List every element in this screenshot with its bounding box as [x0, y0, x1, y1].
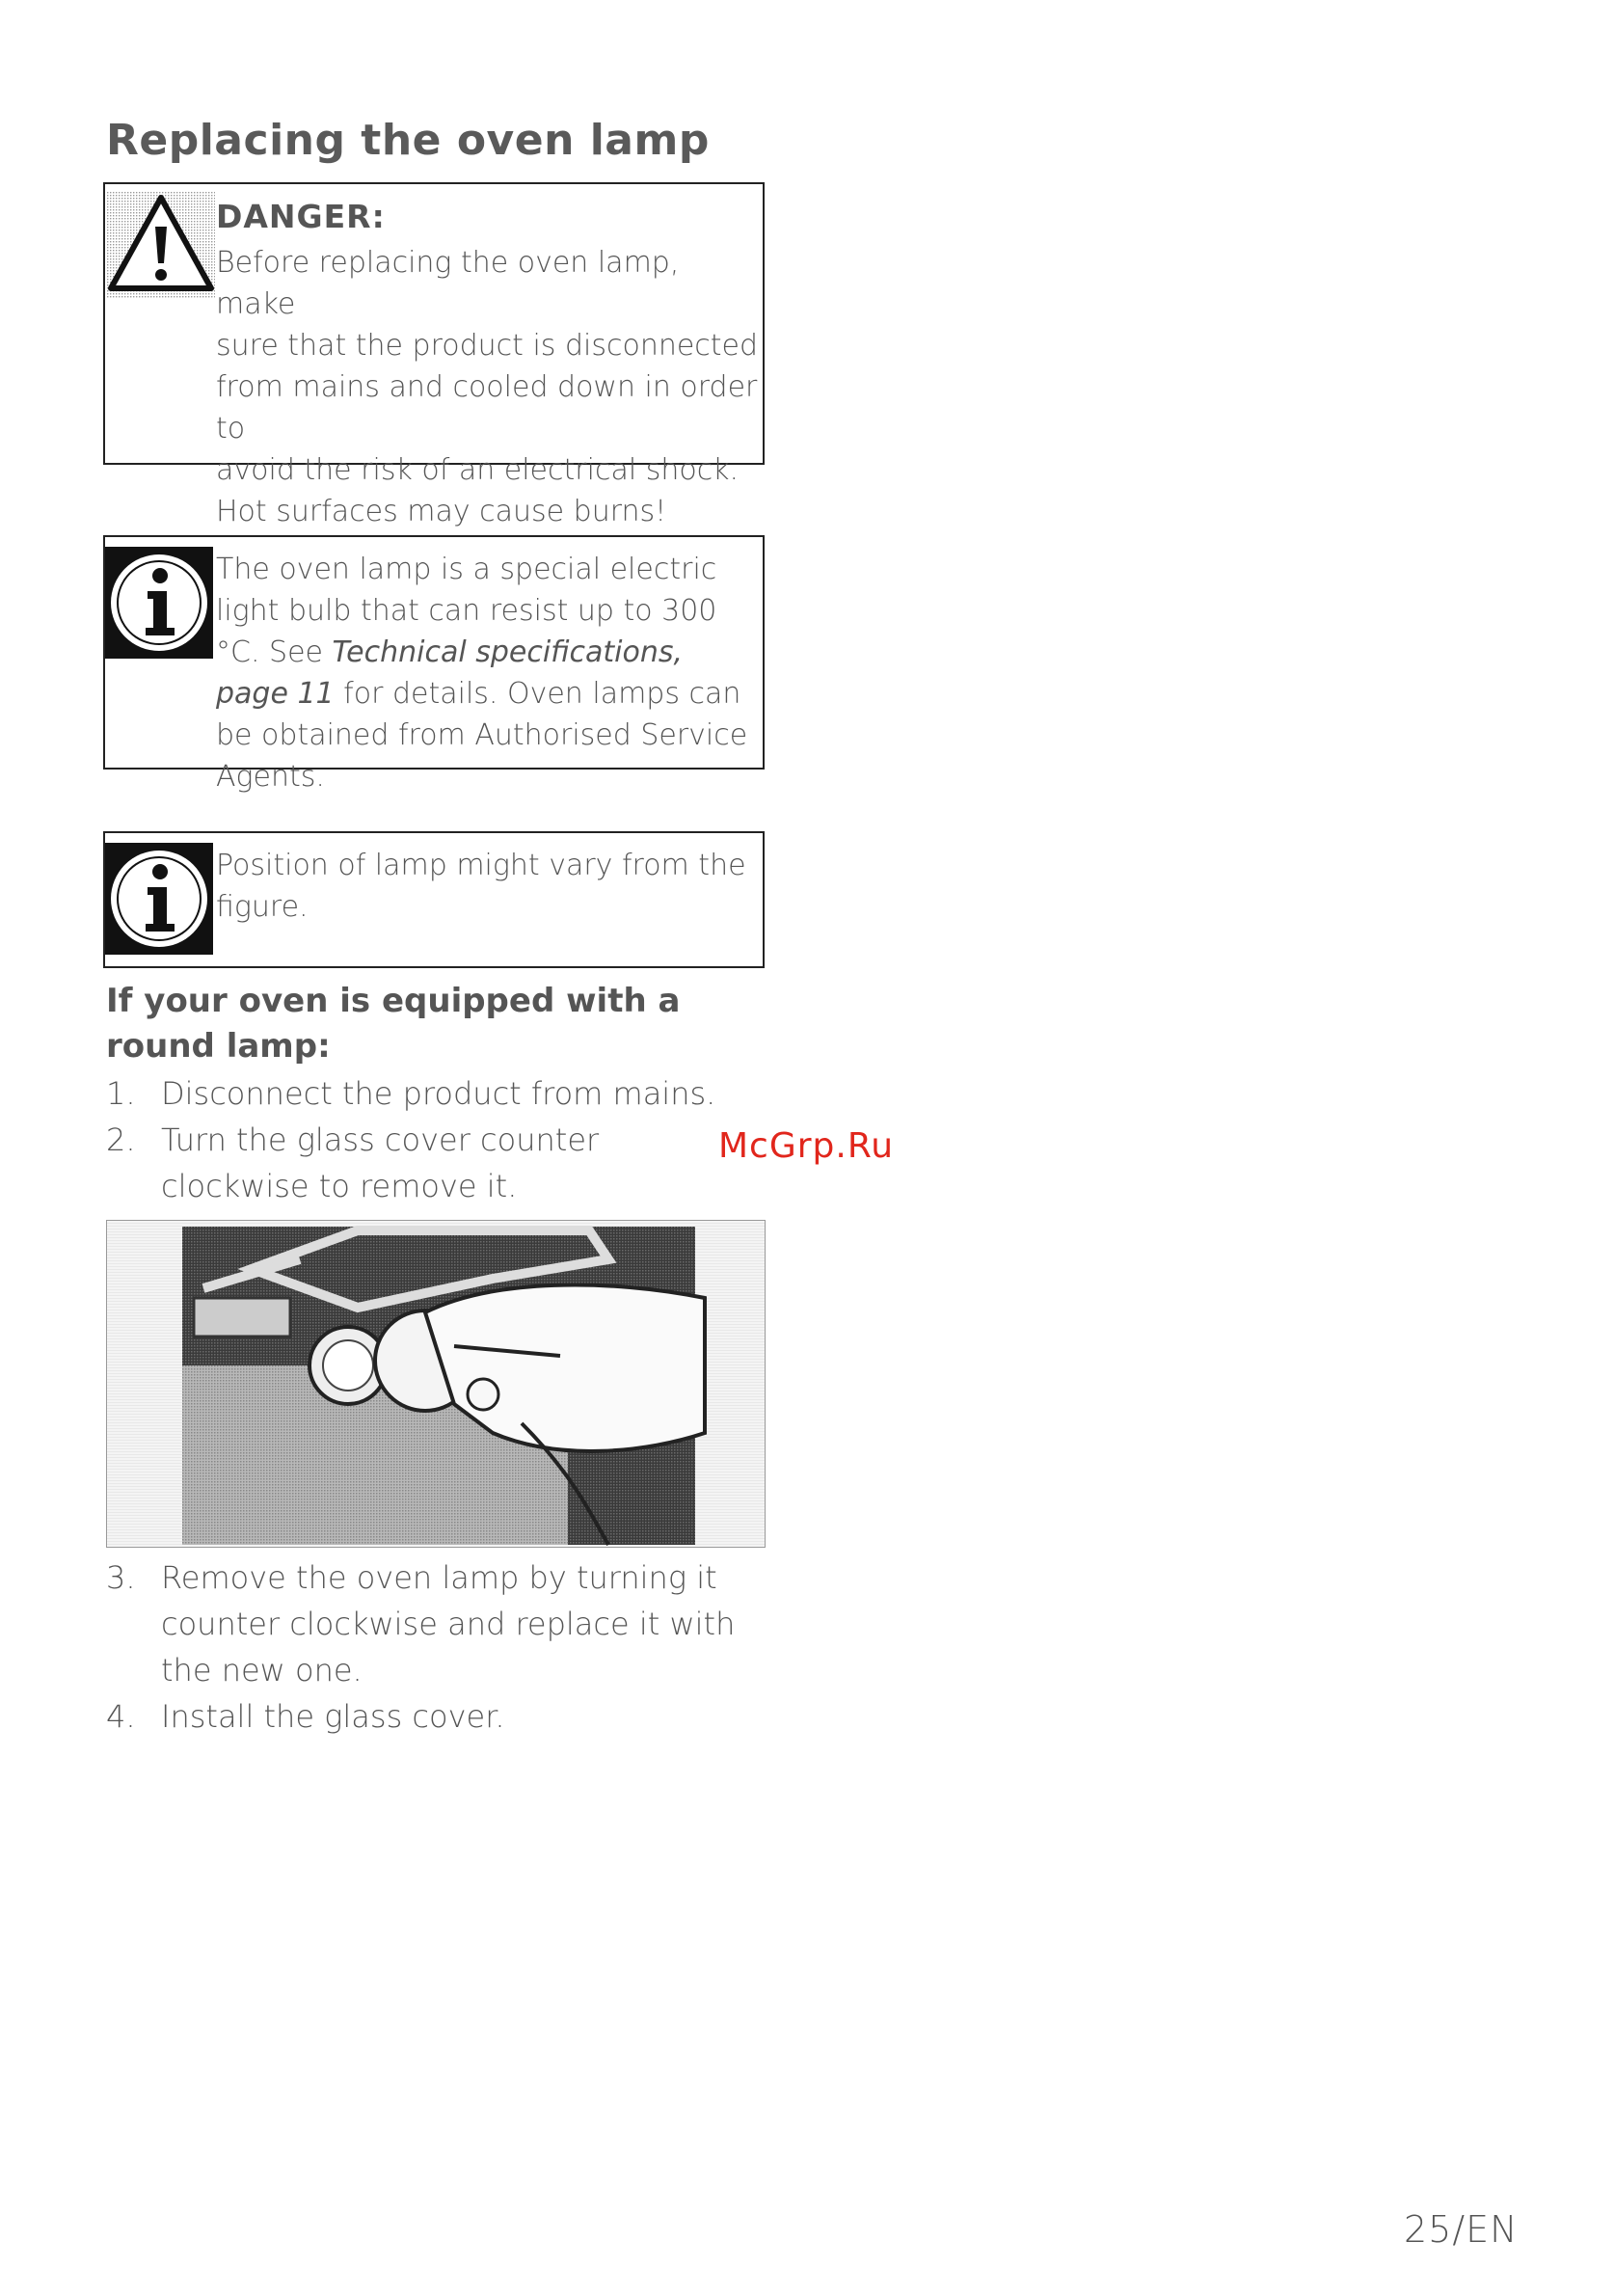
- warning-triangle-icon: [107, 192, 215, 302]
- step-number: 1.: [106, 1075, 136, 1112]
- step-item: [106, 1070, 781, 1117]
- page-title: Replacing the oven lamp: [106, 116, 710, 165]
- step-item: [106, 1117, 781, 1209]
- step-text: Turn the glass cover counter clockwise to remove it.: [161, 1121, 600, 1204]
- danger-line: sure that the product is disconnected: [216, 329, 759, 363]
- info-text-part: for details. Oven lamps can be obtained from Authorised Service Agents.: [216, 677, 748, 794]
- info-notice-lamp-position: [103, 831, 765, 968]
- info-text-lamp-spec: [216, 549, 759, 797]
- step-text: Remove the oven lamp by turning it counter clockwise and replace it with the new one.: [161, 1559, 736, 1688]
- section-heading: If your oven is equipped with a round lamp:: [106, 982, 681, 1066]
- step-text: Disconnect the product from mains.: [161, 1075, 716, 1112]
- oven-lamp-illustration: [106, 1220, 766, 1548]
- danger-line: avoid the risk of an electrical shock.: [216, 453, 740, 487]
- info-text-lamp-position: Position of lamp might vary from the figure.: [216, 849, 746, 924]
- step-item: [106, 1693, 781, 1740]
- step-number: 3.: [106, 1559, 136, 1596]
- danger-text: [216, 242, 759, 532]
- info-icon: [105, 547, 213, 662]
- spec-reference-link[interactable]: Technical specifications, page 11: [216, 635, 684, 711]
- watermark: McGrp.Ru: [718, 1126, 895, 1166]
- info-text-part: The oven lamp is a special electric light bulb that can resist up to 300 °C. See: [216, 553, 717, 669]
- danger-line: Before replacing the oven lamp, make: [216, 246, 680, 321]
- step-number: 2.: [106, 1121, 136, 1158]
- step-text: Install the glass cover.: [161, 1698, 505, 1735]
- danger-line: from mains and cooled down in order to: [216, 370, 758, 446]
- step-item: [106, 1554, 781, 1693]
- info-icon: [105, 843, 213, 959]
- info-notice-lamp-spec: [103, 535, 765, 794]
- danger-notice: [103, 182, 765, 528]
- page-number: 25/EN: [1404, 2208, 1519, 2251]
- danger-label: DANGER:: [216, 198, 386, 235]
- step-number: 4.: [106, 1698, 136, 1735]
- danger-line: Hot surfaces may cause burns!: [216, 495, 667, 528]
